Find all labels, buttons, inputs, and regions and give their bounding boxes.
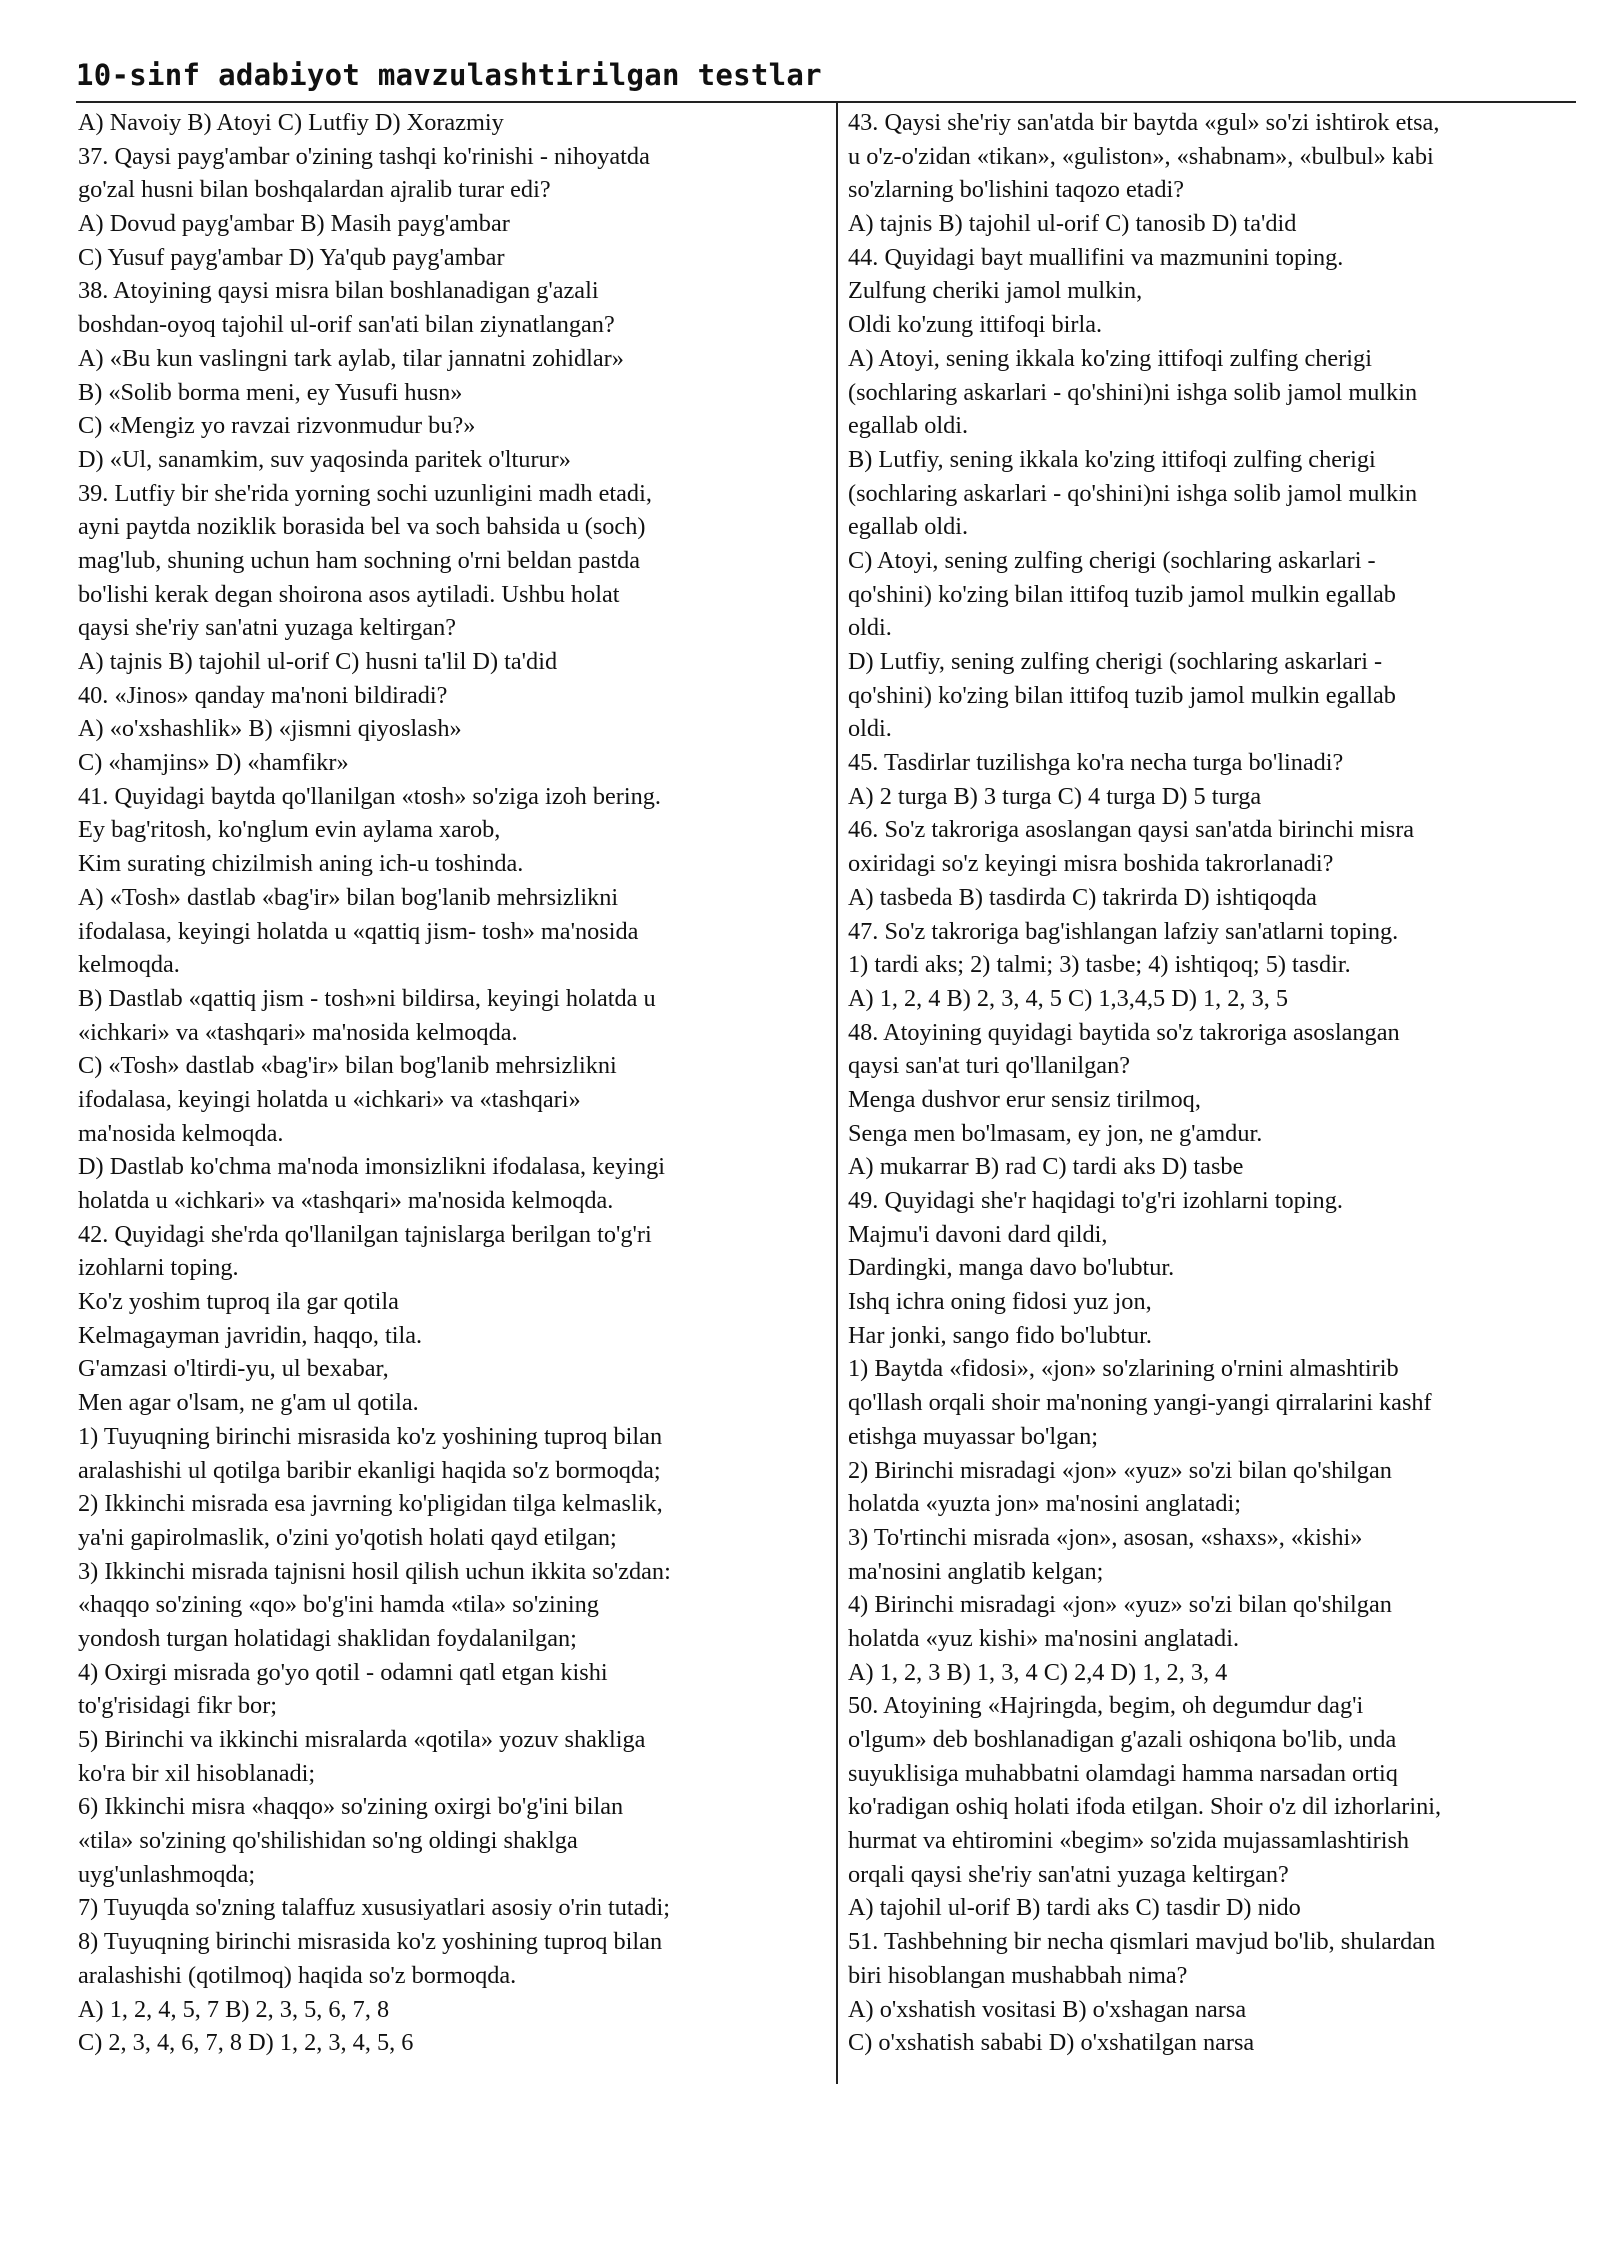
text-line: A) Navoiy B) Atoyi C) Lutfiy D) Xorazmiy bbox=[78, 109, 504, 136]
text-line: kelmoqda. bbox=[78, 951, 180, 979]
text-line: qo'shini) ko'zing bilan ittifoq tuzib jamol mulkin egallab bbox=[848, 580, 1396, 608]
text-line: 48. Atoyining quyidagi baytida so'z takroriga asoslangan bbox=[848, 1018, 1400, 1046]
text-line: B) «Solib borma meni, ey Yusufi husn» bbox=[78, 378, 463, 406]
text-line: «ichkari» va «tashqari» ma'nosida kelmoqda. bbox=[78, 1018, 518, 1046]
text-line: ma'nosida kelmoqda. bbox=[78, 1119, 284, 1147]
text-line: 7) Tuyuqda so'zning talaffuz xususiyatlari asosiy o'rin tutadi; bbox=[78, 1894, 671, 1922]
text-line: Oldi ko'zung ittifoqi birla. bbox=[848, 311, 1103, 339]
text-line: 2) Ikkinchi misrada esa javrning ko'pligidan tilga kelmaslik, bbox=[78, 1490, 663, 1518]
text-line: to'g'risidagi fikr bor; bbox=[78, 1692, 278, 1720]
text-line: oldi. bbox=[848, 614, 892, 642]
text-line: A) tajnis B) tajohil ul-orif C) husni ta'lil D) ta'did bbox=[78, 648, 558, 675]
text-line: A) 1, 2, 4 B) 2, 3, 4, 5 C) 1,3,4,5 D) 1, 2, 3, 5 bbox=[848, 984, 1289, 1012]
text-line: 45. Tasdirlar tuzilishga ko'ra necha turga bo'linadi? bbox=[848, 749, 1344, 777]
text-line: 39. Lutfiy bir she'rida yorning sochi uzunligini madh etadi, bbox=[78, 479, 652, 507]
text-line: 50. Atoyining «Hajringda, begim, oh degumdur dag'i bbox=[848, 1692, 1364, 1720]
text-line: egallab oldi. bbox=[848, 513, 969, 541]
text-line: ifodalasa, keyingi holatda u «qattiq jism- tosh» ma'nosida bbox=[78, 917, 639, 945]
text-line: 4) Birinchi misradagi «jon» «yuz» so'zi bilan qo'shilgan bbox=[848, 1591, 1392, 1619]
column-separator bbox=[836, 102, 838, 2084]
text-line: oldi. bbox=[848, 715, 892, 743]
text-line: yondosh turgan holatidagi shaklidan foydalanilgan; bbox=[78, 1624, 577, 1652]
text-line: A) 2 turga B) 3 turga C) 4 turga D) 5 turga bbox=[848, 782, 1262, 810]
text-line: D) Dastlab ko'chma ma'noda imonsizlikni ifodalasa, keyingi bbox=[78, 1153, 666, 1181]
text-line: 37. Qaysi payg'ambar o'zining tashqi ko'rinishi - nihoyatda bbox=[78, 142, 650, 170]
text-line: holatda «yuz kishi» ma'nosini anglatadi. bbox=[848, 1624, 1240, 1652]
text-line: 4) Oxirgi misrada go'yo qotil - odamni qatl etgan kishi bbox=[78, 1658, 608, 1686]
text-line: ma'nosini anglatib kelgan; bbox=[848, 1557, 1104, 1585]
text-line: 43. Qaysi she'riy san'atda bir baytda «gul» so'zi ishtirok etsa, bbox=[848, 109, 1440, 136]
text-line: biri hisoblangan mushabbah nima? bbox=[848, 1961, 1188, 1989]
text-line: qaysi she'riy san'atni yuzaga keltirgan? bbox=[78, 614, 457, 642]
text-line: Senga men bo'lmasam, ey jon, ne g'amdur. bbox=[848, 1119, 1263, 1147]
text-line: Ko'z yoshim tuproq ila gar qotila bbox=[78, 1288, 399, 1316]
text-line: Ey bag'ritosh, ko'nglum evin aylama xarob, bbox=[78, 816, 501, 844]
text-line: 1) Baytda «fidosi», «jon» so'zlarining o'rnini almashtirib bbox=[848, 1355, 1399, 1383]
text-line: 8) Tuyuqning birinchi misrasida ko'z yoshining tuproq bilan bbox=[78, 1928, 663, 1956]
text-line: etishga muyassar bo'lgan; bbox=[848, 1422, 1098, 1450]
text-line: Ishq ichra oning fidosi yuz jon, bbox=[848, 1288, 1152, 1316]
text-line: 40. «Jinos» qanday ma'noni bildiradi? bbox=[78, 681, 448, 709]
text-line: 1) tardi aks; 2) talmi; 3) tasbe; 4) ishtiqoq; 5) tasdir. bbox=[848, 951, 1351, 979]
text-line: qo'shini) ko'zing bilan ittifoq tuzib jamol mulkin egallab bbox=[848, 681, 1396, 709]
text-line: 38. Atoyining qaysi misra bilan boshlanadigan g'azali bbox=[78, 277, 599, 305]
text-line: 49. Quyidagi she'r haqidagi to'g'ri izohlarni toping. bbox=[848, 1187, 1343, 1214]
text-line: G'amzasi o'ltirdi-yu, ul bexabar, bbox=[78, 1355, 389, 1383]
text-line: C) o'xshatish sababi D) o'xshatilgan narsa bbox=[848, 2029, 1255, 2057]
text-line: holatda u «ichkari» va «tashqari» ma'nosida kelmoqda. bbox=[78, 1187, 614, 1214]
text-line: C) «Mengiz yo ravzai rizvonmudur bu?» bbox=[78, 412, 476, 440]
text-line: ayni paytda noziklik borasida bel va soch bahsida u (soch) bbox=[78, 513, 646, 541]
text-line: ifodalasa, keyingi holatda u «ichkari» va «tashqari» bbox=[78, 1085, 581, 1113]
text-line: A) 1, 2, 4, 5, 7 B) 2, 3, 5, 6, 7, 8 bbox=[78, 1995, 390, 2023]
text-line: hurmat va ehtiromini «begim» so'zida mujassamlashtirish bbox=[848, 1827, 1410, 1855]
text-line: C) Yusuf payg'ambar D) Ya'qub payg'ambar bbox=[78, 243, 505, 271]
text-line: C) Atoyi, sening zulfing cherigi (sochlaring askarlari - bbox=[848, 546, 1376, 574]
text-line: 6) Ikkinchi misra «haqqo» so'zining oxirgi bo'g'ini bilan bbox=[78, 1793, 624, 1821]
right-column bbox=[848, 106, 1578, 2060]
text-line: Zulfung cheriki jamol mulkin, bbox=[848, 277, 1143, 305]
text-line: «tila» so'zining qo'shilishidan so'ng oldingi shaklga bbox=[78, 1827, 578, 1855]
text-line: D) Lutfiy, sening zulfing cherigi (sochlaring askarlari - bbox=[848, 648, 1383, 675]
text-line: 42. Quyidagi she'rda qo'llanilgan tajnislarga berilgan to'g'ri bbox=[78, 1220, 652, 1248]
text-line: ko'ra bir xil hisoblanadi; bbox=[78, 1759, 316, 1787]
text-line: 2) Birinchi misradagi «jon» «yuz» so'zi bilan qo'shilgan bbox=[848, 1456, 1392, 1484]
text-line: 47. So'z takroriga bag'ishlangan lafziy san'atlarni toping. bbox=[848, 917, 1399, 945]
text-line: qo'llash orqali shoir ma'noning yangi-yangi qirralarini kashf bbox=[848, 1389, 1432, 1417]
left-column bbox=[78, 106, 826, 2060]
text-line: A) «Bu kun vaslingni tark aylab, tilar jannatni zohidlar» bbox=[78, 344, 624, 372]
text-line: A) tajnis B) tajohil ul-orif C) tanosib D) ta'did bbox=[848, 210, 1297, 238]
text-line: izohlarni toping. bbox=[78, 1254, 239, 1282]
text-line: suyuklisiga muhabbatni olamdagi hamma narsadan ortiq bbox=[848, 1759, 1398, 1787]
text-line: A) tajohil ul-orif B) tardi aks C) tasdir D) nido bbox=[848, 1894, 1301, 1922]
text-line: Menga dushvor erur sensiz tirilmoq, bbox=[848, 1085, 1201, 1113]
text-line: ko'radigan oshiq holati ifoda etilgan. Shoir o'z dil izhorlarini, bbox=[848, 1793, 1442, 1821]
text-line: «haqqo so'zining «qo» bo'g'ini hamda «tila» so'zining bbox=[78, 1591, 599, 1619]
text-line: 3) To'rtinchi misrada «jon», asosan, «shaxs», «kishi» bbox=[848, 1523, 1363, 1551]
text-line: D) «Ul, sanamkim, suv yaqosinda paritek o'lturur» bbox=[78, 445, 571, 473]
text-line: A) 1, 2, 3 B) 1, 3, 4 C) 2,4 D) 1, 2, 3, 4 bbox=[848, 1658, 1228, 1686]
page-title: 10-sinf adabiyot mavzulashtirilgan testlar bbox=[76, 58, 822, 92]
text-line: 5) Birinchi va ikkinchi misralarda «qotila» yozuv shakliga bbox=[78, 1726, 646, 1753]
text-line: aralashishi (qotilmoq) haqida so'z bormoqda. bbox=[78, 1961, 517, 1989]
text-line: 44. Quyidagi bayt muallifini va mazmunini toping. bbox=[848, 243, 1344, 271]
text-line: Men agar o'lsam, ne g'am ul qotila. bbox=[78, 1389, 419, 1417]
text-line: C) «hamjins» D) «hamfikr» bbox=[78, 749, 349, 777]
text-line: holatda «yuzta jon» ma'nosini anglatadi; bbox=[848, 1490, 1242, 1518]
text-line: B) Lutfiy, sening ikkala ko'zing ittifoqi zulfing cherigi bbox=[848, 445, 1376, 473]
text-line: egallab oldi. bbox=[848, 412, 969, 440]
text-line: A) «Tosh» dastlab «bag'ir» bilan bog'lanib mehrsizlikni bbox=[78, 883, 619, 911]
text-line: B) Dastlab «qattiq jism - tosh»ni bildirsa, keyingi holatda u bbox=[78, 984, 656, 1012]
text-line: (sochlaring askarlari - qo'shini)ni ishga solib jamol mulkin bbox=[848, 378, 1418, 406]
text-line: C) 2, 3, 4, 6, 7, 8 D) 1, 2, 3, 4, 5, 6 bbox=[78, 2029, 414, 2057]
text-line: mag'lub, shuning uchun ham sochning o'rni beldan pastda bbox=[78, 546, 641, 574]
text-line: A) mukarrar B) rad C) tardi aks D) tasbe bbox=[848, 1153, 1244, 1181]
text-line: aralashishi ul qotilga baribir ekanligi haqida so'z bormoqda; bbox=[78, 1456, 661, 1484]
title-underline bbox=[76, 101, 1576, 103]
text-line: boshdan-oyoq tajohil ul-orif san'ati bilan ziynatlangan? bbox=[78, 311, 615, 339]
text-line: 3) Ikkinchi misrada tajnisni hosil qilish uchun ikkita so'zdan: bbox=[78, 1557, 671, 1585]
text-line: orqali qaysi she'riy san'atni yuzaga keltirgan? bbox=[848, 1860, 1289, 1888]
text-line: u o'z-o'zidan «tikan», «guliston», «shabnam», «bulbul» kabi bbox=[848, 142, 1434, 170]
text-line: Kim surating chizilmish aning ich-u toshinda. bbox=[78, 850, 524, 878]
text-line: A) Atoyi, sening ikkala ko'zing ittifoqi zulfing cherigi bbox=[848, 344, 1372, 372]
text-line: A) tasbeda B) tasdirda C) takrirda D) ishtiqoqda bbox=[848, 883, 1317, 911]
text-line: (sochlaring askarlari - qo'shini)ni ishga solib jamol mulkin bbox=[848, 479, 1418, 507]
text-line: 46. So'z takroriga asoslangan qaysi san'atda birinchi misra bbox=[848, 816, 1415, 844]
text-line: qaysi san'at turi qo'llanilgan? bbox=[848, 1052, 1131, 1080]
text-line: Dardingki, manga davo bo'lubtur. bbox=[848, 1254, 1175, 1282]
text-line: C) «Tosh» dastlab «bag'ir» bilan bog'lanib mehrsizlikni bbox=[78, 1052, 617, 1080]
text-line: Majmu'i davoni dard qildi, bbox=[848, 1220, 1108, 1248]
text-line: A) «o'xshashlik» B) «jismni qiyoslash» bbox=[78, 715, 462, 743]
text-line: oxiridagi so'z keyingi misra boshida takrorlanadi? bbox=[848, 850, 1334, 878]
text-line: go'zal husni bilan boshqalardan ajralib turar edi? bbox=[78, 176, 551, 204]
text-line: A) o'xshatish vositasi B) o'xshagan narsa bbox=[848, 1995, 1247, 2023]
text-line: bo'lishi kerak degan shoirona asos aytiladi. Ushbu holat bbox=[78, 580, 620, 608]
text-line: uyg'unlashmoqda; bbox=[78, 1860, 256, 1888]
text-line: A) Dovud payg'ambar B) Masih payg'ambar bbox=[78, 210, 510, 238]
text-line: 51. Tashbehning bir necha qismlari mavjud bo'lib, shulardan bbox=[848, 1928, 1436, 1956]
text-line: Har jonki, sango fido bo'lubtur. bbox=[848, 1321, 1153, 1349]
text-line: Kelmagayman javridin, haqqo, tila. bbox=[78, 1321, 423, 1349]
text-line: 41. Quyidagi baytda qo'llanilgan «tosh» so'ziga izoh bering. bbox=[78, 782, 661, 810]
text-line: 1) Tuyuqning birinchi misrasida ko'z yoshining tuproq bilan bbox=[78, 1422, 663, 1450]
text-line: o'lgum» deb boshlanadigan g'azali oshiqona bo'lib, unda bbox=[848, 1726, 1397, 1753]
text-line: ya'ni gapirolmaslik, o'zini yo'qotish holati qayd etilgan; bbox=[78, 1523, 617, 1551]
text-line: so'zlarning bo'lishini taqozo etadi? bbox=[848, 176, 1185, 204]
